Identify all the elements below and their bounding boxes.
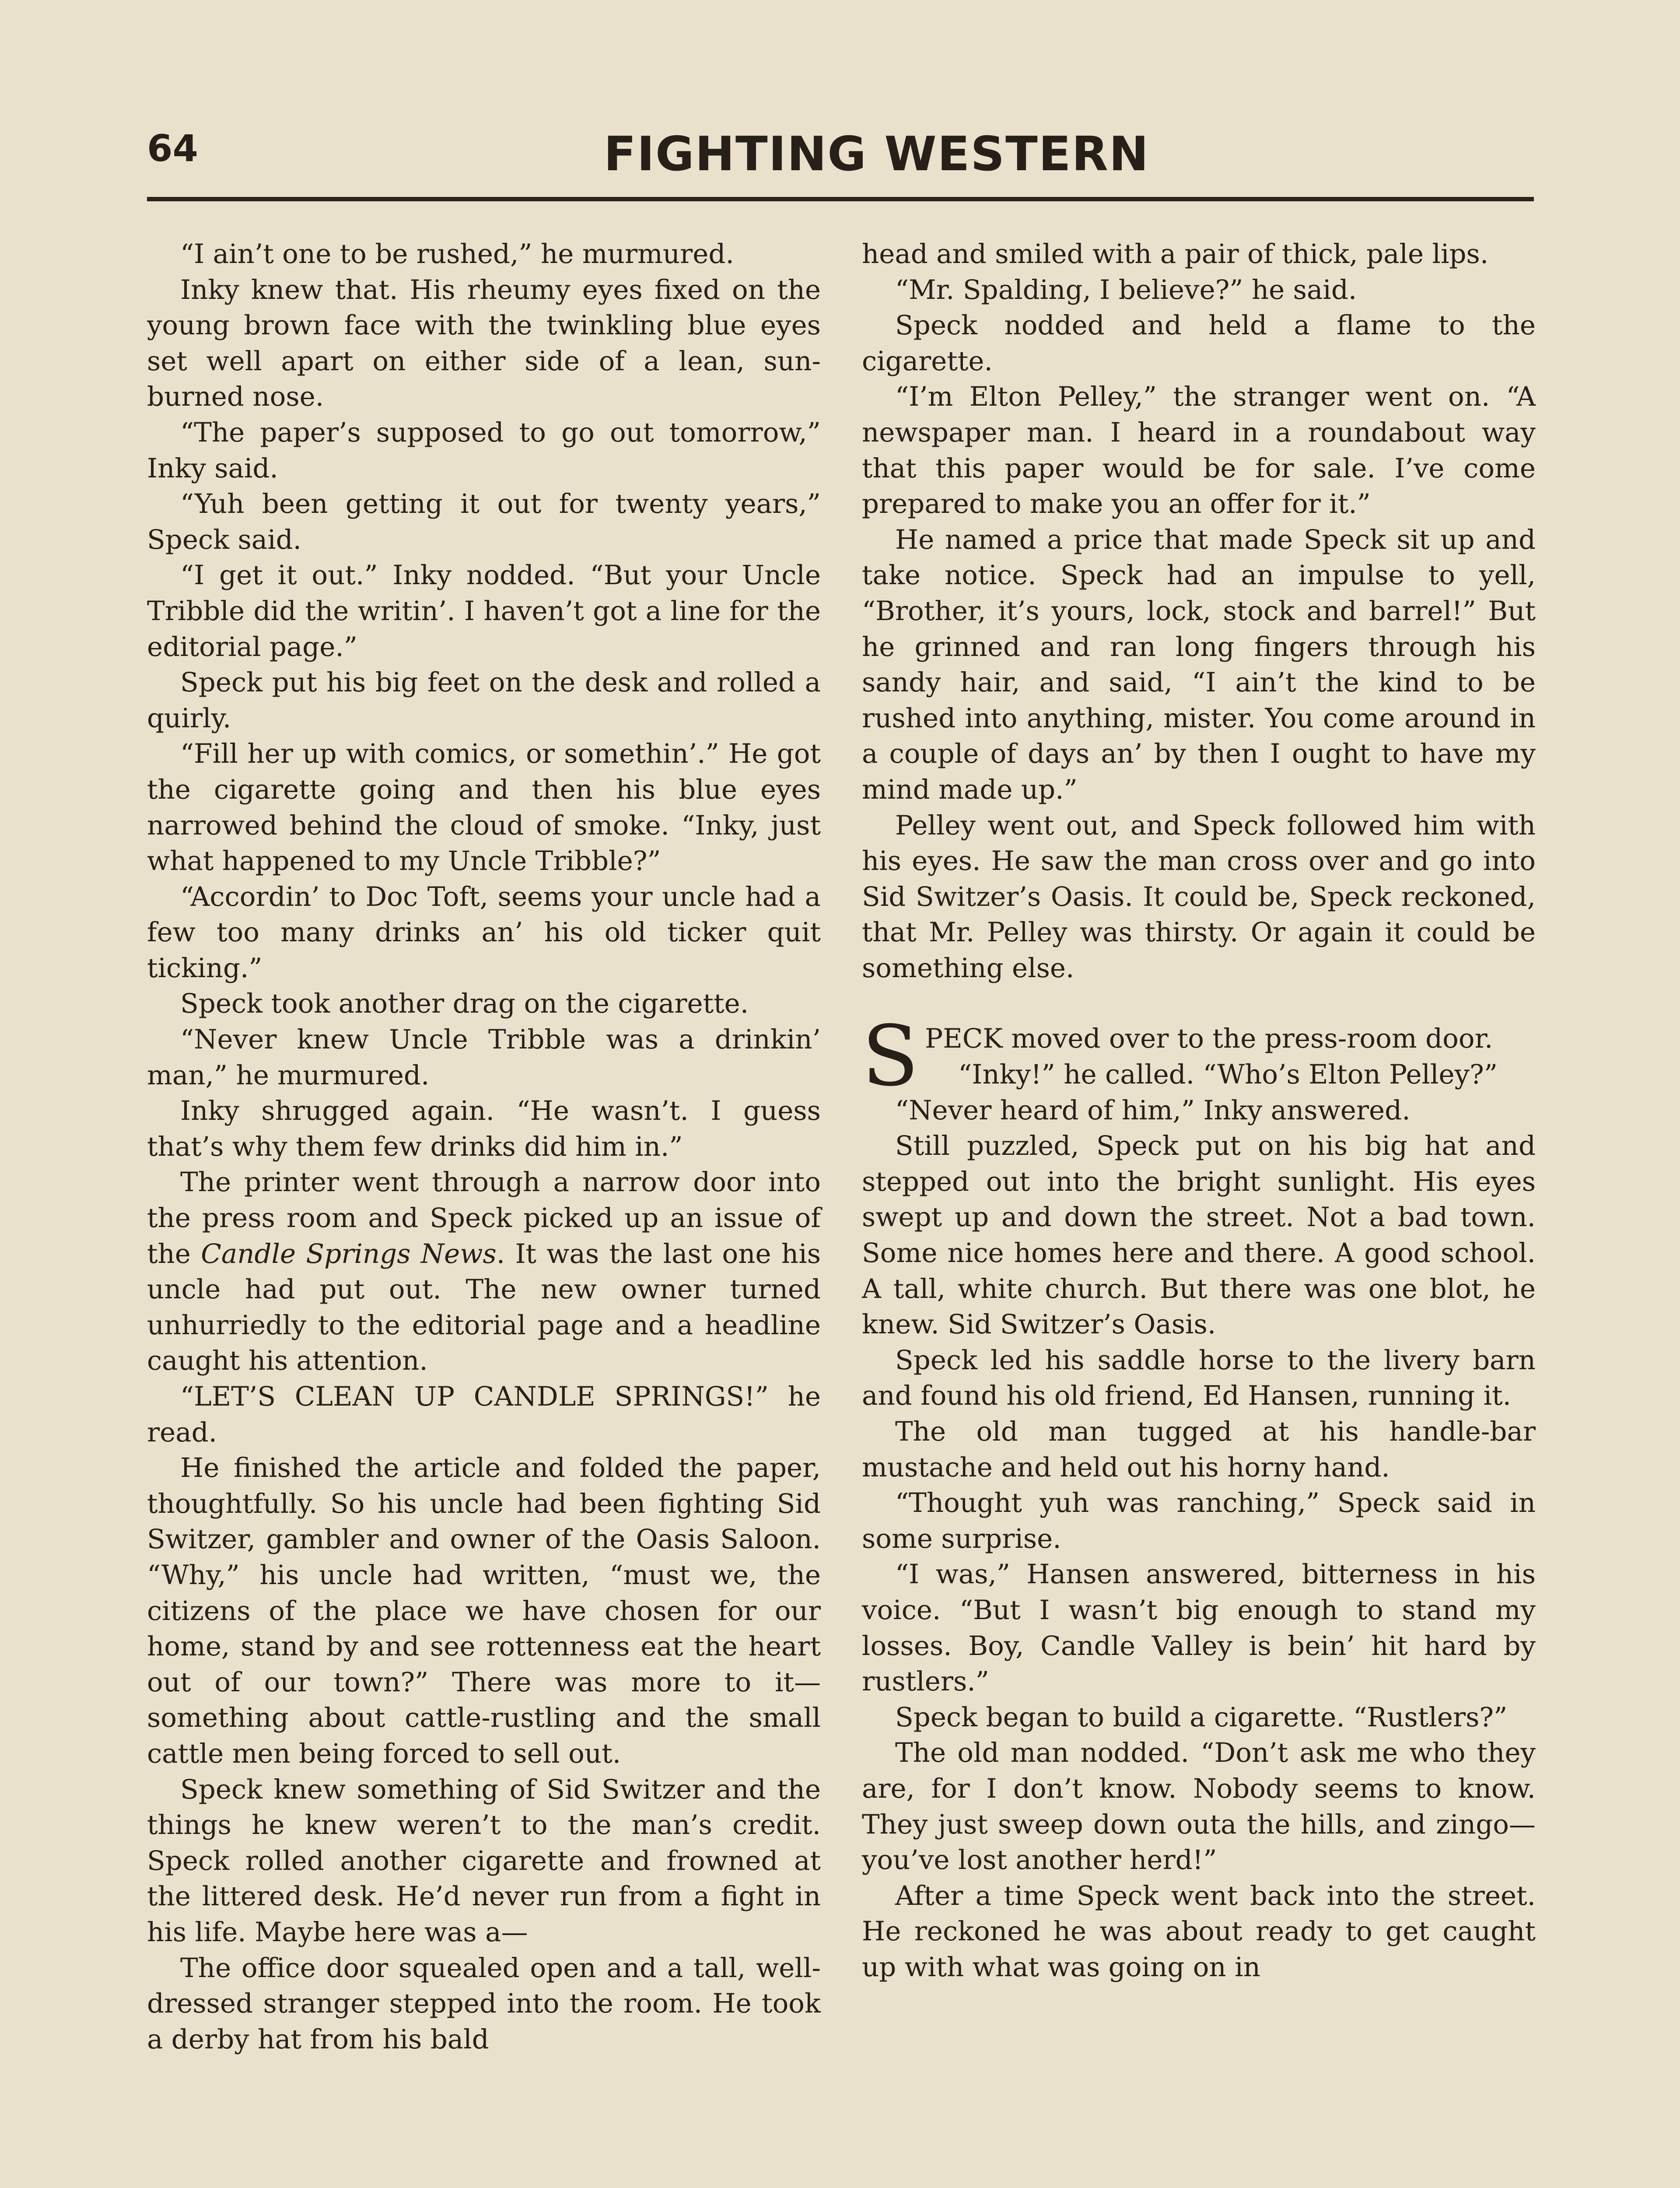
page-number: 64 bbox=[147, 127, 198, 170]
paragraph: “Inky!” he called. “Who’s Elton Pelley?” bbox=[958, 1059, 1498, 1090]
paragraph: Speck put his big feet on the desk and rolled a quirly. bbox=[147, 667, 821, 734]
header-rule bbox=[147, 197, 1534, 201]
paragraph: Inky knew that. His rheumy eyes fixed on the young brown face with the twinkling blue eyes set well apart on either side of a lean, sun-burned nose. bbox=[147, 274, 821, 413]
paragraph: “I’m Elton Pelley,” the stranger went on. “A newspaper man. I heard in a roundabout way that this paper would be for sale. I’ve come prepared to make you an offer for it.” bbox=[862, 381, 1536, 520]
newspaper-name: Candle Springs News bbox=[201, 1238, 497, 1269]
paragraph: “Accordin’ to Doc Toft, seems your uncle had a few too many drinks an’ his old ticker quit ticking.” bbox=[147, 881, 821, 984]
magazine-title: FIGHTING WESTERN bbox=[604, 127, 1150, 182]
paragraph: Speck began to build a cigarette. “Rustlers?” bbox=[895, 1701, 1508, 1733]
paragraph: “I ain’t one to be rushed,” he murmured. bbox=[180, 238, 734, 270]
left-column bbox=[147, 236, 821, 2057]
paragraph: “I get it out.” Inky nodded. “But your Uncle Tribble did the writin’. I haven’t got a line for the editorial page.” bbox=[147, 560, 821, 663]
right-column bbox=[862, 236, 1536, 1985]
paragraph: “Never knew Uncle Tribble was a drinkin’ man,” he murmured. bbox=[147, 1024, 821, 1091]
drop-cap: S bbox=[862, 1008, 919, 1105]
paragraph: He named a price that made Speck sit up and take notice. Speck had an impulse to yell, “Brother, it’s yours, lock, stock and barrel!” But he grinned and ran long fingers through his sandy hair, and said, “I ain’t the kind to be rushed into anything, mister. You come around in a couple of days an’ by then I ought to have my mind made up.” bbox=[862, 524, 1536, 805]
paragraph: Speck knew something of Sid Switzer and the things he knew weren’t to the man’s credit. Speck rolled another cigarette and frowned at the littered desk. He’d never run from a fight in his life. Maybe here was a— bbox=[147, 1774, 821, 1948]
paragraph: Speck took another drag on the cigarette. bbox=[180, 988, 749, 1020]
paragraph-text: The printer went through a narrow door into the press room and Speck picked up an issue of the bbox=[147, 1167, 821, 1269]
paragraph: “Thought yuh was ranching,” Speck said in some surprise. bbox=[862, 1487, 1536, 1554]
paragraph: After a time Speck went back into the street. He reckoned he was about ready to get caught up with what was going on in bbox=[862, 1880, 1536, 1983]
paragraph: “Fill her up with comics, or somethin’.” He got the cigarette going and then his blue eyes narrowed behind the cloud of smoke. “Inky, just what happened to my Uncle Tribble?” bbox=[147, 738, 821, 877]
paragraph: “The paper’s supposed to go out tomorrow,” Inky said. bbox=[147, 417, 821, 484]
paragraph: The office door squealed open and a tall, well-dressed stranger stepped into the room. He took a derby hat from his bald bbox=[147, 1952, 821, 2055]
paragraph: He finished the article and folded the paper, thoughtfully. So his uncle had been fighting Sid Switzer, gambler and owner of the Oasis Saloon. “Why,” his uncle had written, “must we, the citizens of the place we have chosen for our home, stand by and see rottenness eat the heart out of our town?” There was more to it—something about cattle-rustling and the small cattle men being forced to sell out. bbox=[147, 1452, 821, 1769]
paragraph: The old man nodded. “Don’t ask me who they are, for I don’t know. Nobody seems to know. They just sweep down outa the hills, and zingo—you’ve lost another herd!” bbox=[862, 1737, 1536, 1876]
paragraph: Inky shrugged again. “He wasn’t. I guess that’s why them few drinks did him in.” bbox=[147, 1095, 821, 1162]
paragraph: Speck nodded and held a flame to the cigarette. bbox=[862, 310, 1536, 377]
paragraph: “I was,” Hansen answered, bitterness in his voice. “But I wasn’t big enough to stand my losses. Boy, Candle Valley is bein’ hit hard by rustlers.” bbox=[862, 1559, 1536, 1697]
paragraph bbox=[147, 1164, 821, 1379]
paragraph: “Never heard of him,” Inky answered. bbox=[895, 1094, 1410, 1126]
paragraph-text: . It was the last one his uncle had put out. The new owner turned unhurriedly to the editorial page and a headline caught his attention. bbox=[147, 1238, 821, 1377]
paragraph-text: moved over to the press-room door. bbox=[1003, 1023, 1493, 1055]
paragraph: head and smiled with a pair of thick, pale lips. bbox=[862, 238, 1489, 270]
paragraph: “LET’S CLEAN UP CANDLE SPRINGS!” he read. bbox=[147, 1381, 821, 1448]
paragraph: The old man tugged at his handle-bar mustache and held out his horny hand. bbox=[862, 1416, 1536, 1483]
paragraph: Speck led his saddle horse to the livery barn and found his old friend, Ed Hansen, running it. bbox=[862, 1344, 1536, 1412]
paragraph: Pelley went out, and Speck followed him with his eyes. He saw the man cross over and go into Sid Switzer’s Oasis. It could be, Speck reckoned, that Mr. Pelley was thirsty. Or again it could be something else. bbox=[862, 810, 1536, 984]
paragraph: “Mr. Spalding, I believe?” he said. bbox=[895, 274, 1357, 305]
paragraph: Still puzzled, Speck put on his big hat and stepped out into the bright sunlight. His eyes swept up and down the street. Not a bad town. Some nice homes here and there. A good school. A tall, white church. But there was one blot, he knew. Sid Switzer’s Oasis. bbox=[862, 1130, 1536, 1340]
paragraph: “Yuh been getting it out for twenty years,” Speck said. bbox=[147, 488, 821, 555]
small-caps-lead: PECK bbox=[925, 1023, 1003, 1055]
